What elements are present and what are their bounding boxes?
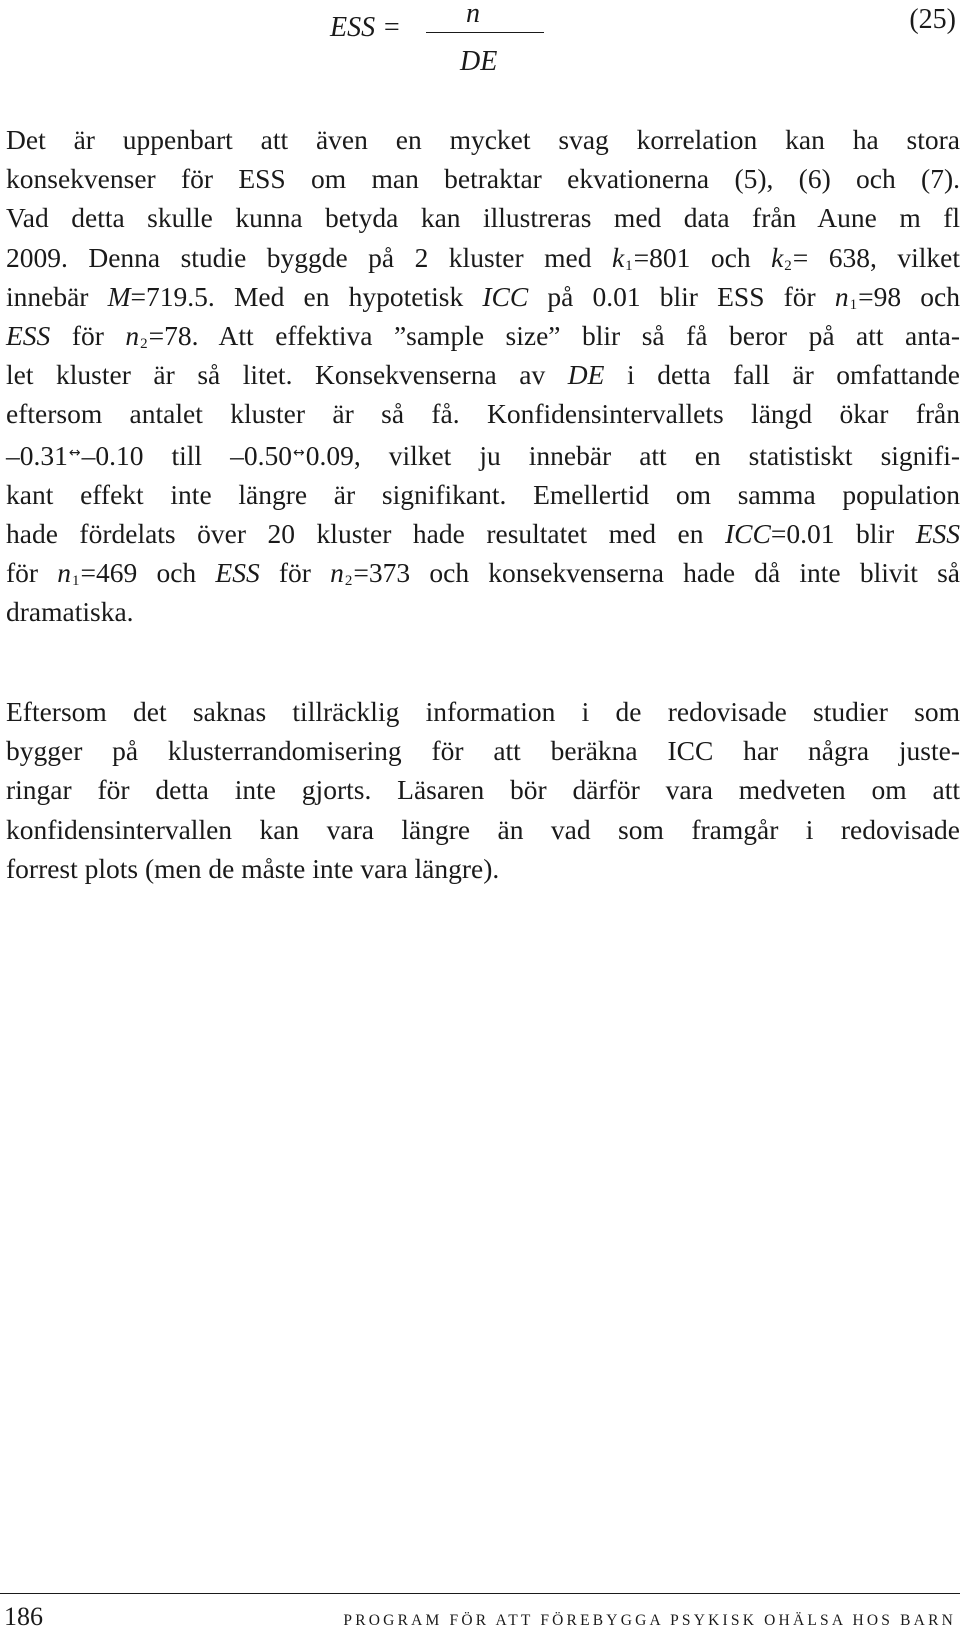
page-number: 186	[4, 1602, 43, 1631]
text-line: för $n_1=469$ och ESS för $n_2=373$ och konsekvenserna hade då inte blivit så	[6, 557, 960, 590]
text-line: Vad detta skulle kunna betyda kan illustreras med data från Aune m fl	[6, 202, 960, 234]
paragraph-1	[6, 120, 960, 632]
footer-rule	[0, 1593, 960, 1594]
text-line: kant effekt inte längre är signifikant. Emellertid om samma population	[6, 478, 960, 510]
equation-number: (25)	[909, 4, 956, 35]
text-line: let kluster är så litet. Konsekvenserna av DE i detta fall är omfattande	[6, 359, 960, 391]
text-line: konsekvenser för ESS om man betraktar ekvationerna (5), (6) och (7).	[6, 163, 960, 195]
text-line: innebär M=719.5. Med en hypotetisk ICC på 0.01 blir ESS för $n_1=98$ och	[6, 280, 960, 313]
paragraph-2	[6, 692, 960, 888]
text-line: ringar för detta inte gjorts. Läsaren bör därför vara medveten om att	[6, 774, 960, 806]
equation-lhs: ESS =	[330, 12, 401, 43]
equation-denominator: DE	[460, 46, 498, 77]
text-line: ESS för $n_2=78$. Att effektiva ”sample size” blir så få beror på att anta-	[6, 320, 960, 353]
text-line: konfidensintervallen kan vara längre än vad som framgår i redovisade	[6, 813, 960, 845]
text-line: 2009. Denna studie byggde på 2 kluster med $k_1=801$ och $k_2= 638$, vilket	[6, 241, 960, 274]
text-line: dramatiska.	[6, 596, 134, 628]
double-arrow-icon: ↔	[292, 444, 305, 461]
running-title: PROGRAM FÖR ATT FÖREBYGGA PSYKISK OHÄLSA HOS BARN	[343, 1612, 956, 1629]
text-line: Det är uppenbart att även en mycket svag korrelation kan ha stora	[6, 124, 960, 155]
text-line: –0.31↔–0.10 till –0.50↔0.09, vilket ju innebär att en statistiskt signifi-	[6, 439, 960, 471]
equation-numerator: n	[466, 0, 480, 29]
text-line: bygger på klusterrandomisering för att beräkna ICC har några juste-	[6, 735, 960, 767]
text-line: Eftersom det saknas tillräcklig information i de redovisade studier som	[6, 696, 960, 727]
text-line: hade fördelats över 20 kluster hade resultatet med en ICC=0.01 blir ESS	[6, 518, 960, 550]
fraction-bar	[426, 32, 544, 33]
text-line: forrest plots (men de måste inte vara längre).	[6, 852, 500, 884]
double-arrow-icon: ↔	[68, 444, 81, 461]
equation-25	[0, 0, 960, 90]
text-line: eftersom antalet kluster är så få. Konfidensintervallets längd ökar från	[6, 398, 960, 430]
